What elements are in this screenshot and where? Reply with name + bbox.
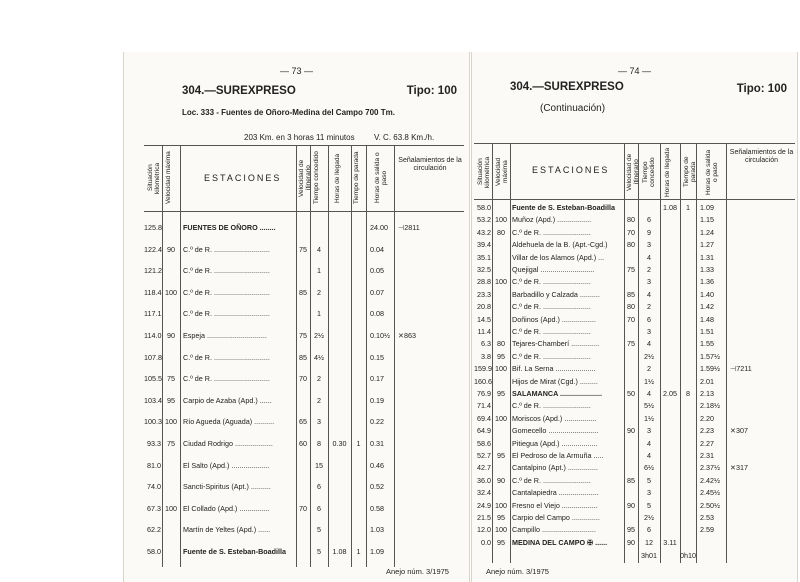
cell-tc: 5: [317, 547, 321, 556]
cell-vit: 85: [299, 352, 307, 362]
header-senalamientos: Señalamientos de la circulación: [398, 157, 462, 172]
header-horas-salida: Horas de salida o paso: [705, 149, 719, 195]
footer-note: Anejo núm. 3/1975: [486, 567, 549, 576]
cell-est: El Collado (Apd.) ...............: [183, 503, 270, 513]
cell-est: El Salto (Apd.) ...................: [183, 460, 270, 470]
cell-vmax: 100: [495, 364, 507, 374]
cell-est: Cantalapiedra ....................: [512, 488, 599, 498]
cell-km: 20.8: [477, 302, 491, 312]
cell-tc: 3: [647, 327, 651, 336]
cell-tc: 9: [647, 227, 651, 237]
cell-km: 81.0: [147, 460, 161, 470]
cell-tc: 4: [647, 438, 651, 448]
cell-vit: 90: [627, 500, 635, 510]
cell-tc: 3: [317, 417, 321, 427]
cell-km: 58.6: [477, 438, 491, 448]
cell-km: 12.0: [477, 525, 491, 535]
cell-vit: 70: [627, 227, 635, 237]
cell-tc: 5: [317, 525, 321, 535]
cell-sal: 1.48: [700, 314, 714, 324]
cell-vmax: 90: [167, 244, 175, 254]
cell-tc: 4: [647, 289, 651, 299]
cell-est: Martín de Yeltes (Apd.) ......: [183, 525, 271, 535]
cell-km: 118.4: [144, 287, 162, 297]
cell-sal: 1.31: [700, 252, 714, 262]
cell-sal: 2.23: [700, 426, 714, 436]
total-tiempo-concedido: 3h01: [641, 551, 657, 560]
footer-note: Anejo núm. 3/1975: [386, 567, 449, 576]
cell-est: Fuente de S. Esteban-Boadilla: [183, 547, 287, 556]
cell-tc: 1½: [644, 413, 654, 423]
cell-vit: 65: [299, 417, 307, 427]
cell-est: C.º de R. ........................: [512, 475, 591, 485]
cell-est: C.º de R. ........................: [512, 227, 591, 237]
cell-vit: 50: [627, 389, 635, 398]
cell-km: 11.4: [477, 327, 491, 336]
cell-sal: 2.31: [700, 451, 714, 460]
cell-tc: 1½: [644, 376, 654, 386]
cell-est: C.º de R. ........................: [512, 351, 591, 361]
commercial-speed: V. C. 63.8 Km./h.: [374, 133, 435, 142]
cell-km: 100.3: [144, 417, 162, 427]
cell-tp: 1: [356, 547, 361, 556]
cell-tc: 3: [647, 426, 651, 436]
cell-est: Doñinos (Apd.) .................: [512, 314, 596, 324]
cell-est: Quejigal ...........................: [512, 265, 595, 274]
cell-sal: 0.19: [370, 395, 384, 405]
cell-sal: 1.27: [700, 240, 714, 250]
cell-km: 122.4: [144, 244, 162, 254]
header-estaciones: ESTACIONES: [204, 173, 282, 183]
cell-tc: 4½: [314, 352, 324, 362]
cell-km: 35.1: [477, 252, 491, 262]
cell-km: 32.5: [477, 265, 491, 274]
cell-vmax: 100: [495, 215, 507, 225]
cell-vmax: 100: [495, 525, 507, 535]
cell-km: 160.6: [474, 376, 492, 386]
train-type: Tipo: 100: [406, 85, 457, 97]
continuation-label: (Continuación): [540, 103, 606, 114]
cell-tc: 5½: [644, 401, 654, 411]
timetable-grid: [144, 145, 464, 567]
cell-sen: ⊣2811: [398, 223, 420, 232]
cell-vit: 80: [627, 215, 635, 225]
cell-tc: 6: [317, 503, 321, 513]
cell-tc: 5: [647, 500, 651, 510]
route-summary: 203 Km. en 3 horas 11 minutos: [244, 133, 355, 142]
cell-vit: 80: [627, 302, 635, 312]
header-tiempo-concedido: Tiempo concedido: [313, 151, 320, 205]
cell-sal: 1.09: [370, 547, 384, 556]
cell-est: SALAMANCA .....................: [512, 389, 602, 398]
page-number: — 73 —: [279, 66, 313, 76]
cell-km: 28.8: [477, 277, 491, 287]
cell-tc: 3: [647, 240, 651, 250]
cell-est: C.º de R. ........................: [512, 277, 591, 287]
cell-est: FUENTES DE OÑORO ........: [183, 223, 276, 232]
cell-vmax: 95: [497, 537, 505, 547]
cell-lleg: 1.08: [332, 547, 347, 556]
cell-tc: 2: [647, 302, 651, 312]
cell-tc: 6: [317, 482, 321, 492]
cell-tc: 3: [647, 277, 651, 287]
cell-sal: 0.52: [370, 482, 384, 492]
cell-sal: 1.09: [700, 203, 714, 212]
header-tiempo-concedido: Tiempo concedido: [642, 157, 656, 187]
cell-km: 43.2: [477, 227, 491, 237]
cell-tc: 4: [647, 339, 651, 349]
cell-est: Ciudad Rodrigo ...................: [183, 439, 273, 448]
cell-vmax: 75: [167, 439, 175, 448]
cell-vit: 70: [299, 503, 307, 513]
cell-km: 114.0: [144, 331, 162, 340]
cell-tc: 2: [317, 287, 321, 297]
cell-km: 23.3: [477, 289, 491, 299]
cell-est: Pitiegua (Apd.) ..................: [512, 438, 598, 448]
cell-sal: 0.10½: [370, 331, 390, 340]
cell-vit: 75: [627, 339, 635, 349]
cell-km: 71.4: [477, 401, 491, 411]
cell-est: C.º de R. ............................: [183, 266, 270, 276]
train-type: Tipo: 100: [736, 83, 787, 95]
cell-vit: 85: [627, 289, 635, 299]
cell-tc: 2: [317, 395, 321, 405]
cell-km: 76.9: [477, 389, 491, 398]
cell-km: 39.4: [477, 240, 491, 250]
cell-sal: 1.57½: [700, 351, 720, 361]
cell-vit: 80: [627, 240, 635, 250]
cell-lleg: 0.30: [332, 439, 347, 448]
cell-sal: 2.27: [700, 438, 714, 448]
cell-sal: 2.45½: [700, 488, 720, 498]
header-tiempo-parada: Tiempo de parada: [353, 151, 360, 205]
cell-tc: 2: [647, 364, 651, 374]
cell-km: 121.2: [144, 266, 162, 276]
cell-vmax: 100: [495, 500, 507, 510]
cell-vmax: 100: [165, 287, 177, 297]
cell-vit: 85: [627, 475, 635, 485]
cell-km: 52.7: [477, 451, 491, 460]
cell-tc: 3: [647, 488, 651, 498]
cell-sen: ✕863: [398, 331, 417, 340]
cell-tc: 6: [647, 525, 651, 535]
cell-km: 21.5: [477, 513, 491, 522]
right-page: [471, 52, 798, 582]
cell-sal: 1.55: [700, 339, 714, 349]
cell-km: 32.4: [477, 488, 491, 498]
cell-vit: 75: [299, 244, 307, 254]
cell-sal: 2.37½: [700, 463, 720, 473]
cell-est: Fresno el Viejo ..................: [512, 500, 598, 510]
cell-tc: 6: [647, 215, 651, 225]
cell-sal: 2.50½: [700, 500, 720, 510]
cell-vit: 90: [627, 426, 635, 436]
cell-sal: 24.00: [370, 223, 388, 232]
cell-km: 24.9: [477, 500, 491, 510]
cell-km: 14.5: [477, 314, 491, 324]
cell-vmax: 100: [495, 277, 507, 287]
cell-sal: 2.01: [700, 376, 714, 386]
cell-sal: 2.13: [700, 389, 714, 398]
cell-km: 42.7: [477, 463, 491, 473]
cell-vit: 75: [299, 331, 307, 340]
cell-est: Carpio del Campo ..............: [512, 513, 600, 522]
cell-tp: 1: [356, 439, 361, 448]
left-page: [123, 52, 470, 582]
cell-est: Barbadillo y Calzada ..........: [512, 289, 600, 299]
cell-sal: 0.07: [370, 287, 384, 297]
cell-vmax: 75: [167, 374, 175, 384]
header-tiempo-parada: Tiempo de parada: [683, 156, 697, 188]
cell-sal: 0.04: [370, 244, 384, 254]
cell-sal: 1.42: [700, 302, 714, 312]
header-senalamientos: Señalamientos de la circulación: [729, 149, 794, 164]
cell-sal: 2.53: [700, 513, 714, 522]
cell-sal: 0.58: [370, 503, 384, 513]
cell-sal: 0.08: [370, 309, 384, 319]
cell-km: 125.8: [144, 223, 162, 232]
cell-est: Hijos de Mirat (Cgd.) .........: [512, 376, 598, 386]
cell-est: Espeja ..............................: [183, 331, 267, 340]
cell-vit: 70: [299, 374, 307, 384]
header-situacion: Situación kilométrica: [147, 162, 161, 194]
cell-est: Tejares-Chamberí ..............: [512, 339, 600, 349]
cell-km: 105.5: [144, 374, 162, 384]
header-horas-llegada: Horas de llegada: [334, 153, 341, 203]
cell-sal: 2.20: [700, 413, 714, 423]
page-number: — 74 —: [617, 66, 651, 76]
locomotive-info: Loc. 333 - Fuentes de Oñoro-Medina del Campo 700 Tm.: [182, 108, 395, 117]
cell-est: C.º de R. ............................: [183, 244, 270, 254]
cell-tc: 2½: [644, 351, 654, 361]
train-title: 304.—SUREXPRESO: [182, 85, 296, 97]
cell-vit: 75: [627, 265, 635, 274]
cell-km: 36.0: [477, 475, 491, 485]
cell-km: 107.8: [144, 352, 162, 362]
cell-vmax: 80: [497, 339, 505, 349]
cell-km: 58.0: [477, 203, 491, 212]
cell-tc: 2½: [314, 331, 324, 340]
cell-sal: 1.33: [700, 265, 714, 274]
cell-est: Sancti-Spiritus (Apt.) ..........: [183, 482, 271, 492]
cell-km: 0.0: [481, 537, 491, 547]
cell-vmax: 80: [497, 227, 505, 237]
cell-tp: 1: [686, 203, 690, 212]
cell-sal: 0.15: [370, 352, 384, 362]
cell-est: C.º de R. ........................: [512, 401, 591, 411]
cell-est: Río Agueda (Aguada) ..........: [183, 417, 275, 427]
cell-tc: 6½: [644, 463, 654, 473]
cell-vmax: 95: [497, 513, 505, 522]
cell-sal: 1.36: [700, 277, 714, 287]
cell-tc: 12: [645, 537, 653, 547]
header-horas-salida: Horas de salida o paso: [374, 152, 388, 204]
cell-vmax: 95: [497, 351, 505, 361]
cell-km: 67.3: [147, 503, 161, 513]
header-velocidad: Velocidad máxima: [495, 157, 509, 187]
cell-tc: 4: [647, 451, 651, 460]
cell-km: 62.2: [147, 525, 161, 535]
cell-est: C.º de R. ............................: [183, 287, 270, 297]
cell-sal: 1.24: [700, 227, 714, 237]
cell-est: Fuente de S. Esteban-Boadilla: [512, 203, 616, 212]
total-tiempo-parada: 0h10: [680, 551, 696, 560]
cell-vmax: 95: [167, 395, 175, 405]
header-estaciones: ESTACIONES: [532, 165, 610, 175]
cell-km: 69.4: [477, 413, 491, 423]
cell-vmax: 100: [165, 503, 177, 513]
train-title: 304.—SUREXPRESO: [510, 81, 624, 93]
cell-est: C.º de R. ............................: [183, 374, 270, 384]
cell-lleg: 1.08: [663, 203, 677, 212]
cell-est: Moriscos (Apd.) ................: [512, 413, 597, 423]
cell-vmax: 95: [497, 451, 505, 460]
cell-tc: 1: [317, 266, 321, 276]
cell-km: 159.9: [474, 364, 492, 374]
cell-est: C.º de R. ........................: [512, 302, 591, 312]
cell-tc: 1: [317, 309, 321, 319]
cell-sal: 1.03: [370, 525, 384, 535]
cell-sal: 1.51: [700, 327, 714, 336]
cell-sen: ✕317: [730, 463, 749, 473]
cell-est: Cantalpino (Apt.) ...............: [512, 463, 598, 473]
cell-est: C.º de R. ........................: [512, 327, 591, 336]
header-horas-llegada: Horas de llegada: [664, 147, 671, 197]
cell-km: 103.4: [144, 395, 162, 405]
cell-vmax: 95: [497, 389, 505, 398]
cell-tc: 4: [647, 389, 651, 398]
cell-est: Bif. La Serna ....................: [512, 364, 596, 374]
cell-tc: 5: [647, 475, 651, 485]
cell-lleg: 3.11: [663, 537, 677, 547]
header-velocidad: Velocidad máxima: [165, 151, 172, 205]
cell-est: Campillo ...........................: [512, 525, 596, 535]
cell-km: 117.1: [144, 309, 162, 319]
cell-tp: 8: [686, 389, 690, 398]
header-vel-itinerario: Velocidad de itinerario: [626, 153, 640, 191]
cell-vit: 60: [299, 439, 307, 448]
cell-vit: 95: [627, 525, 635, 535]
header-vel-itinerario: Velocidad de itinerario: [298, 159, 312, 197]
cell-vmax: 90: [497, 475, 505, 485]
cell-sal: 1.40: [700, 289, 714, 299]
cell-km: 58.0: [147, 547, 161, 556]
cell-tc: 6: [647, 314, 651, 324]
cell-sen: ✕307: [730, 426, 749, 436]
cell-km: 53.2: [477, 215, 491, 225]
cell-tc: 2½: [644, 513, 654, 522]
cell-est: Gomecello .........................: [512, 426, 599, 436]
cell-est: Villar de los Alamos (Apd.) ...: [512, 252, 605, 262]
cell-sen: ⊣7211: [730, 364, 752, 374]
cell-est: Carpio de Azaba (Apd.) ......: [183, 395, 272, 405]
cell-km: 6.3: [481, 339, 491, 349]
cell-tc: 15: [315, 460, 323, 470]
cell-sal: 0.31: [370, 439, 384, 448]
cell-est: C.º de R. ............................: [183, 352, 270, 362]
cell-est: Muñoz (Apd.) .................: [512, 215, 592, 225]
cell-tc: 4: [647, 252, 651, 262]
cell-lleg: 2.05: [663, 389, 677, 398]
cell-sal: 0.17: [370, 374, 384, 384]
cell-vmax: 90: [167, 331, 175, 340]
cell-est: C.º de R. ............................: [183, 309, 270, 319]
cell-est: Aldehuela de la B. (Apt.-Cgd.): [512, 240, 608, 250]
cell-sal: 2.18½: [700, 401, 720, 411]
cell-km: 74.0: [147, 482, 161, 492]
cell-tc: 8: [317, 439, 321, 448]
cell-sal: 1.59½: [700, 364, 720, 374]
cell-est: MEDINA DEL CAMPO ✠ ......: [512, 537, 608, 547]
cell-vmax: 100: [165, 417, 177, 427]
cell-tc: 2: [647, 265, 651, 274]
cell-sal: 2.59: [700, 525, 714, 535]
header-situacion: Situación kilométrica: [477, 156, 491, 188]
cell-km: 93.3: [147, 439, 161, 448]
cell-vit: 85: [299, 287, 307, 297]
cell-sal: 0.46: [370, 460, 384, 470]
cell-sal: 0.05: [370, 266, 384, 276]
cell-sal: 2.42½: [700, 475, 720, 485]
timetable-grid: [474, 143, 795, 563]
cell-tc: 4: [317, 244, 321, 254]
cell-sal: 0.22: [370, 417, 384, 427]
cell-tc: 2: [317, 374, 321, 384]
cell-vit: 70: [627, 314, 635, 324]
cell-vit: 90: [627, 537, 635, 547]
cell-sal: 1.15: [700, 215, 714, 225]
cell-km: 3.8: [481, 351, 491, 361]
cell-vmax: 100: [495, 413, 507, 423]
cell-km: 64.9: [477, 426, 491, 436]
cell-est: El Pedroso de la Armuña .....: [512, 451, 604, 460]
